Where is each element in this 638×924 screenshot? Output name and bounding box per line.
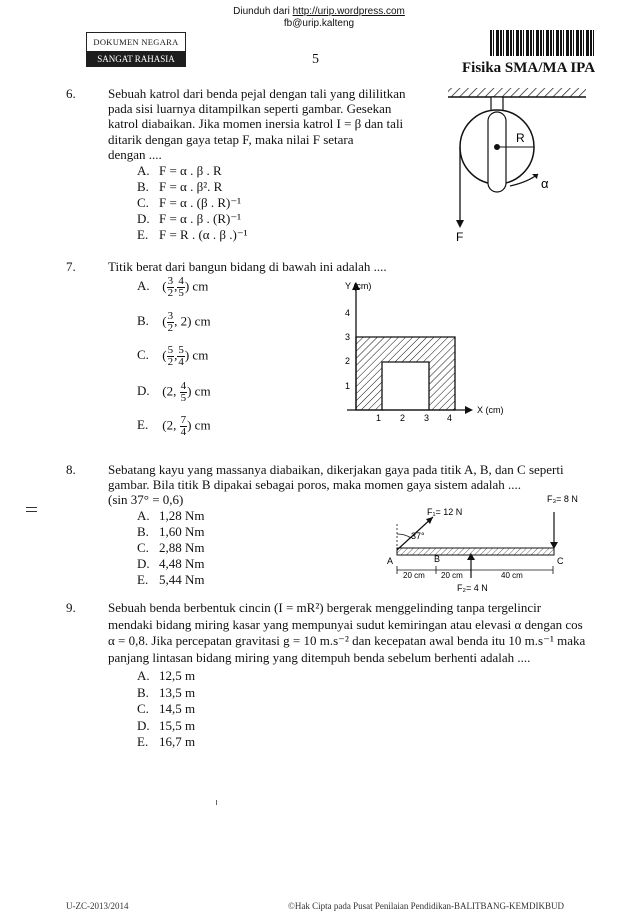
q9-option-c[interactable]: [137, 701, 195, 718]
q6-option-b[interactable]: [137, 179, 248, 195]
q6-line: ditarik dengan gaya tetap F, maka nilai F setara: [108, 131, 354, 147]
option-letter: D.: [137, 556, 150, 571]
option-text: 16,7 m: [159, 734, 196, 749]
q8-line: (sin 37° = 0,6): [108, 492, 184, 508]
numerator: 4: [180, 380, 187, 392]
q6-option-a[interactable]: [137, 163, 248, 179]
unit: , 2) cm: [174, 313, 211, 329]
footer-code: U-ZC-2013/2014: [66, 901, 129, 911]
numerator: 4: [178, 275, 184, 287]
secret-label: SANGAT RAHASIA: [86, 51, 186, 67]
option-text: F = α . β². R: [159, 179, 223, 194]
x-tick-4: 4: [447, 413, 453, 423]
option-letter: D.: [137, 383, 150, 399]
u-shape-area: [356, 337, 455, 410]
q8-line: gambar. Bila titik B dipakai sebagai poros, maka momen gaya sistem adalah ....: [108, 477, 522, 493]
q6-number: 6.: [66, 86, 76, 101]
unit: ) cm: [184, 347, 209, 363]
pulley-hub: [488, 112, 506, 192]
fraction: [167, 311, 175, 334]
y-tick-2: 2: [345, 356, 351, 366]
label-F: F: [456, 230, 464, 242]
q7-option-a[interactable]: [137, 276, 208, 299]
option-letter: E.: [137, 417, 149, 433]
separator: ,: [174, 347, 178, 363]
label-F3: F₃= 8 N: [547, 494, 578, 504]
q8-option-b[interactable]: [137, 524, 205, 540]
unit: ) cm: [184, 278, 209, 294]
fb-contact: fb@urip.kalteng: [283, 18, 355, 29]
centroid-figure: [325, 276, 525, 424]
option-text: 1,28 Nm: [159, 508, 205, 523]
option-letter: C.: [137, 540, 149, 555]
option-text: F = α . β . R: [159, 163, 222, 178]
rotation-arrowhead: [532, 174, 538, 179]
q9-number: 9.: [66, 600, 76, 615]
label-R: R: [516, 131, 525, 145]
q7-option-e[interactable]: [137, 415, 211, 438]
denominator: 5: [178, 287, 184, 299]
option-text: F = R . (α . β .)⁻¹: [159, 227, 248, 242]
fraction: [180, 415, 188, 438]
option-letter: B.: [137, 313, 149, 329]
q6-text: [108, 86, 414, 162]
wooden-beam: [397, 548, 554, 555]
numerator: 7: [180, 414, 187, 426]
option-letter: E.: [137, 227, 149, 242]
option-letter: B.: [137, 524, 149, 539]
paren: (: [162, 278, 167, 294]
y-tick-4: 4: [345, 308, 351, 318]
option-text: F = α . β . (R)⁻¹: [159, 211, 242, 226]
x-axis-arrowhead: [465, 406, 473, 414]
option-letter: B.: [137, 179, 149, 194]
q7-option-b[interactable]: [137, 311, 211, 334]
unit: ) cm: [187, 383, 211, 399]
option-text: 4,48 Nm: [159, 556, 205, 571]
q7-option-d[interactable]: [137, 381, 211, 404]
label-F1: F₁= 12 N: [427, 507, 463, 517]
denominator: 2: [167, 287, 174, 299]
dimension-F2-C: 40 cm: [501, 571, 523, 580]
denominator: 4: [180, 426, 187, 438]
option-text: F = α . (β . R)⁻¹: [159, 195, 242, 210]
option-letter: A.: [137, 278, 150, 294]
q7-text: Titik berat dari bangun bidang di bawah ini adalah ....: [108, 259, 387, 274]
q8-option-e[interactable]: [137, 572, 205, 588]
q8-option-c[interactable]: [137, 540, 205, 556]
denominator: 2: [167, 322, 174, 334]
option-text: 14,5 m: [159, 701, 196, 716]
q9-line: Sebuah benda berbentuk cincin (I = mR²) bergerak menggelinding tanpa tergelincir: [108, 600, 542, 615]
q9-line: α = 0,8. Jika percepatan gravitasi g = 10 m.s⁻² dan kecepatan awal benda itu 10 m.s⁻¹ maka: [108, 633, 586, 648]
denominator: 4: [178, 356, 184, 368]
option-text: 1,60 Nm: [159, 524, 205, 539]
option-letter: A.: [137, 668, 150, 683]
y-tick-3: 3: [345, 332, 351, 342]
q8-number: 8.: [66, 462, 76, 477]
y-tick-1: 1: [345, 381, 351, 391]
footer-copyright: ©Hak Cipta pada Pusat Penilaian Pendidikan-BALITBANG-KEMDIKBUD: [288, 901, 565, 911]
option-letter: B.: [137, 684, 149, 700]
q6-line: katrol diabaikan. Jika momen inersia katrol I = β dan tali: [108, 116, 404, 132]
q9-line: mendaki bidang miring kasar yang mempunyai sudut kemiringan atau elevasi α dengan cos: [108, 616, 583, 632]
option-letter: A.: [137, 163, 150, 178]
option-letter: E.: [137, 734, 149, 749]
q8-options: [137, 508, 205, 588]
unit: ) cm: [187, 417, 211, 433]
coordinate-prefix: (2,: [162, 417, 180, 433]
angle-arc: [397, 534, 411, 538]
q6-option-d[interactable]: [137, 211, 248, 227]
q7-option-c[interactable]: [137, 345, 208, 368]
q8-line: Sebatang kayu yang massanya diabaikan, dikerjakan gaya pada titik A, B, dan C seperti: [108, 462, 564, 477]
y-axis-label: Y (cm): [345, 281, 372, 291]
x-tick-2: 2: [400, 413, 406, 423]
numerator: 5: [178, 344, 184, 356]
option-letter: D.: [137, 211, 150, 226]
coordinate-prefix: (2,: [162, 383, 180, 399]
label-A: A: [387, 556, 394, 566]
q9-option-d[interactable]: [137, 718, 195, 735]
denominator: 2: [167, 356, 174, 368]
option-letter: C.: [137, 195, 149, 210]
pulley-figure: [440, 82, 590, 242]
stray-mark: [216, 800, 217, 805]
fraction: [177, 276, 185, 299]
x-axis-label: X (cm): [477, 405, 504, 415]
x-tick-3: 3: [424, 413, 430, 423]
option-text: 2,88 Nm: [159, 540, 205, 555]
q6-line: pada sisi luarnya ditampilkan seperti gambar. Gesekan: [108, 101, 392, 117]
option-letter: D.: [137, 717, 150, 733]
q8-option-a[interactable]: [137, 508, 205, 524]
page-number: 5: [312, 52, 319, 67]
denominator: 5: [180, 392, 187, 404]
separator: ,: [174, 278, 178, 294]
q9-option-e[interactable]: [137, 734, 195, 751]
numerator: 5: [167, 344, 174, 356]
beam-figure: [375, 490, 590, 598]
option-letter: A.: [137, 508, 150, 523]
subject-title: Fisika SMA/MA IPA: [462, 60, 596, 76]
margin-mark: [26, 507, 37, 512]
numerator: 3: [167, 275, 174, 287]
q9-text: [108, 600, 593, 666]
ceiling-hatch: [448, 88, 586, 97]
numerator: 3: [167, 310, 174, 322]
fraction: [167, 275, 178, 299]
option-text: 12,5 m: [159, 668, 196, 683]
fraction: [167, 344, 178, 368]
download-source-line: [0, 6, 638, 17]
option-text: 5,44 Nm: [159, 572, 205, 587]
option-letter: C.: [137, 701, 149, 716]
q9-line: panjang lintasan bidang miring yang ditempuh benda sebelum berhenti adalah ....: [108, 649, 531, 665]
q9-option-b[interactable]: [137, 685, 195, 702]
option-letter: C.: [137, 347, 149, 363]
label-alpha: α: [541, 176, 549, 191]
q9-options: [137, 668, 195, 751]
option-text: 15,5 m: [159, 717, 196, 733]
x-tick-1: 1: [376, 413, 382, 423]
q8-option-d[interactable]: [137, 556, 205, 572]
q9-option-a[interactable]: [137, 668, 195, 685]
force-arrowhead: [456, 220, 464, 228]
download-link[interactable]: http://urip.wordpress.com: [292, 6, 405, 17]
fraction: [177, 345, 185, 368]
paren: (: [162, 347, 167, 363]
doc-label: DOKUMEN NEGARA: [86, 32, 186, 52]
q6-option-e[interactable]: [137, 227, 248, 243]
q6-options: [137, 163, 248, 243]
label-F2: F₂= 4 N: [457, 583, 488, 593]
label-angle: 37°: [411, 531, 425, 541]
q6-line: dengan ....: [108, 146, 162, 162]
label-B: B: [434, 554, 441, 564]
fraction: [180, 381, 188, 404]
option-letter: E.: [137, 572, 149, 587]
barcode: [490, 30, 594, 56]
label-C: C: [557, 556, 564, 566]
download-prefix: Diunduh dari: [233, 6, 293, 17]
q6-option-c[interactable]: [137, 195, 248, 211]
paren: (: [162, 313, 167, 329]
option-text: 13,5 m: [159, 684, 196, 700]
dimension-AB: 20 cm: [403, 571, 425, 580]
q6-line: Sebuah katrol dari benda pejal dengan tali yang dililitkan: [108, 86, 406, 101]
q7-number: 7.: [66, 259, 76, 274]
dimension-B-F2: 20 cm: [441, 571, 463, 580]
